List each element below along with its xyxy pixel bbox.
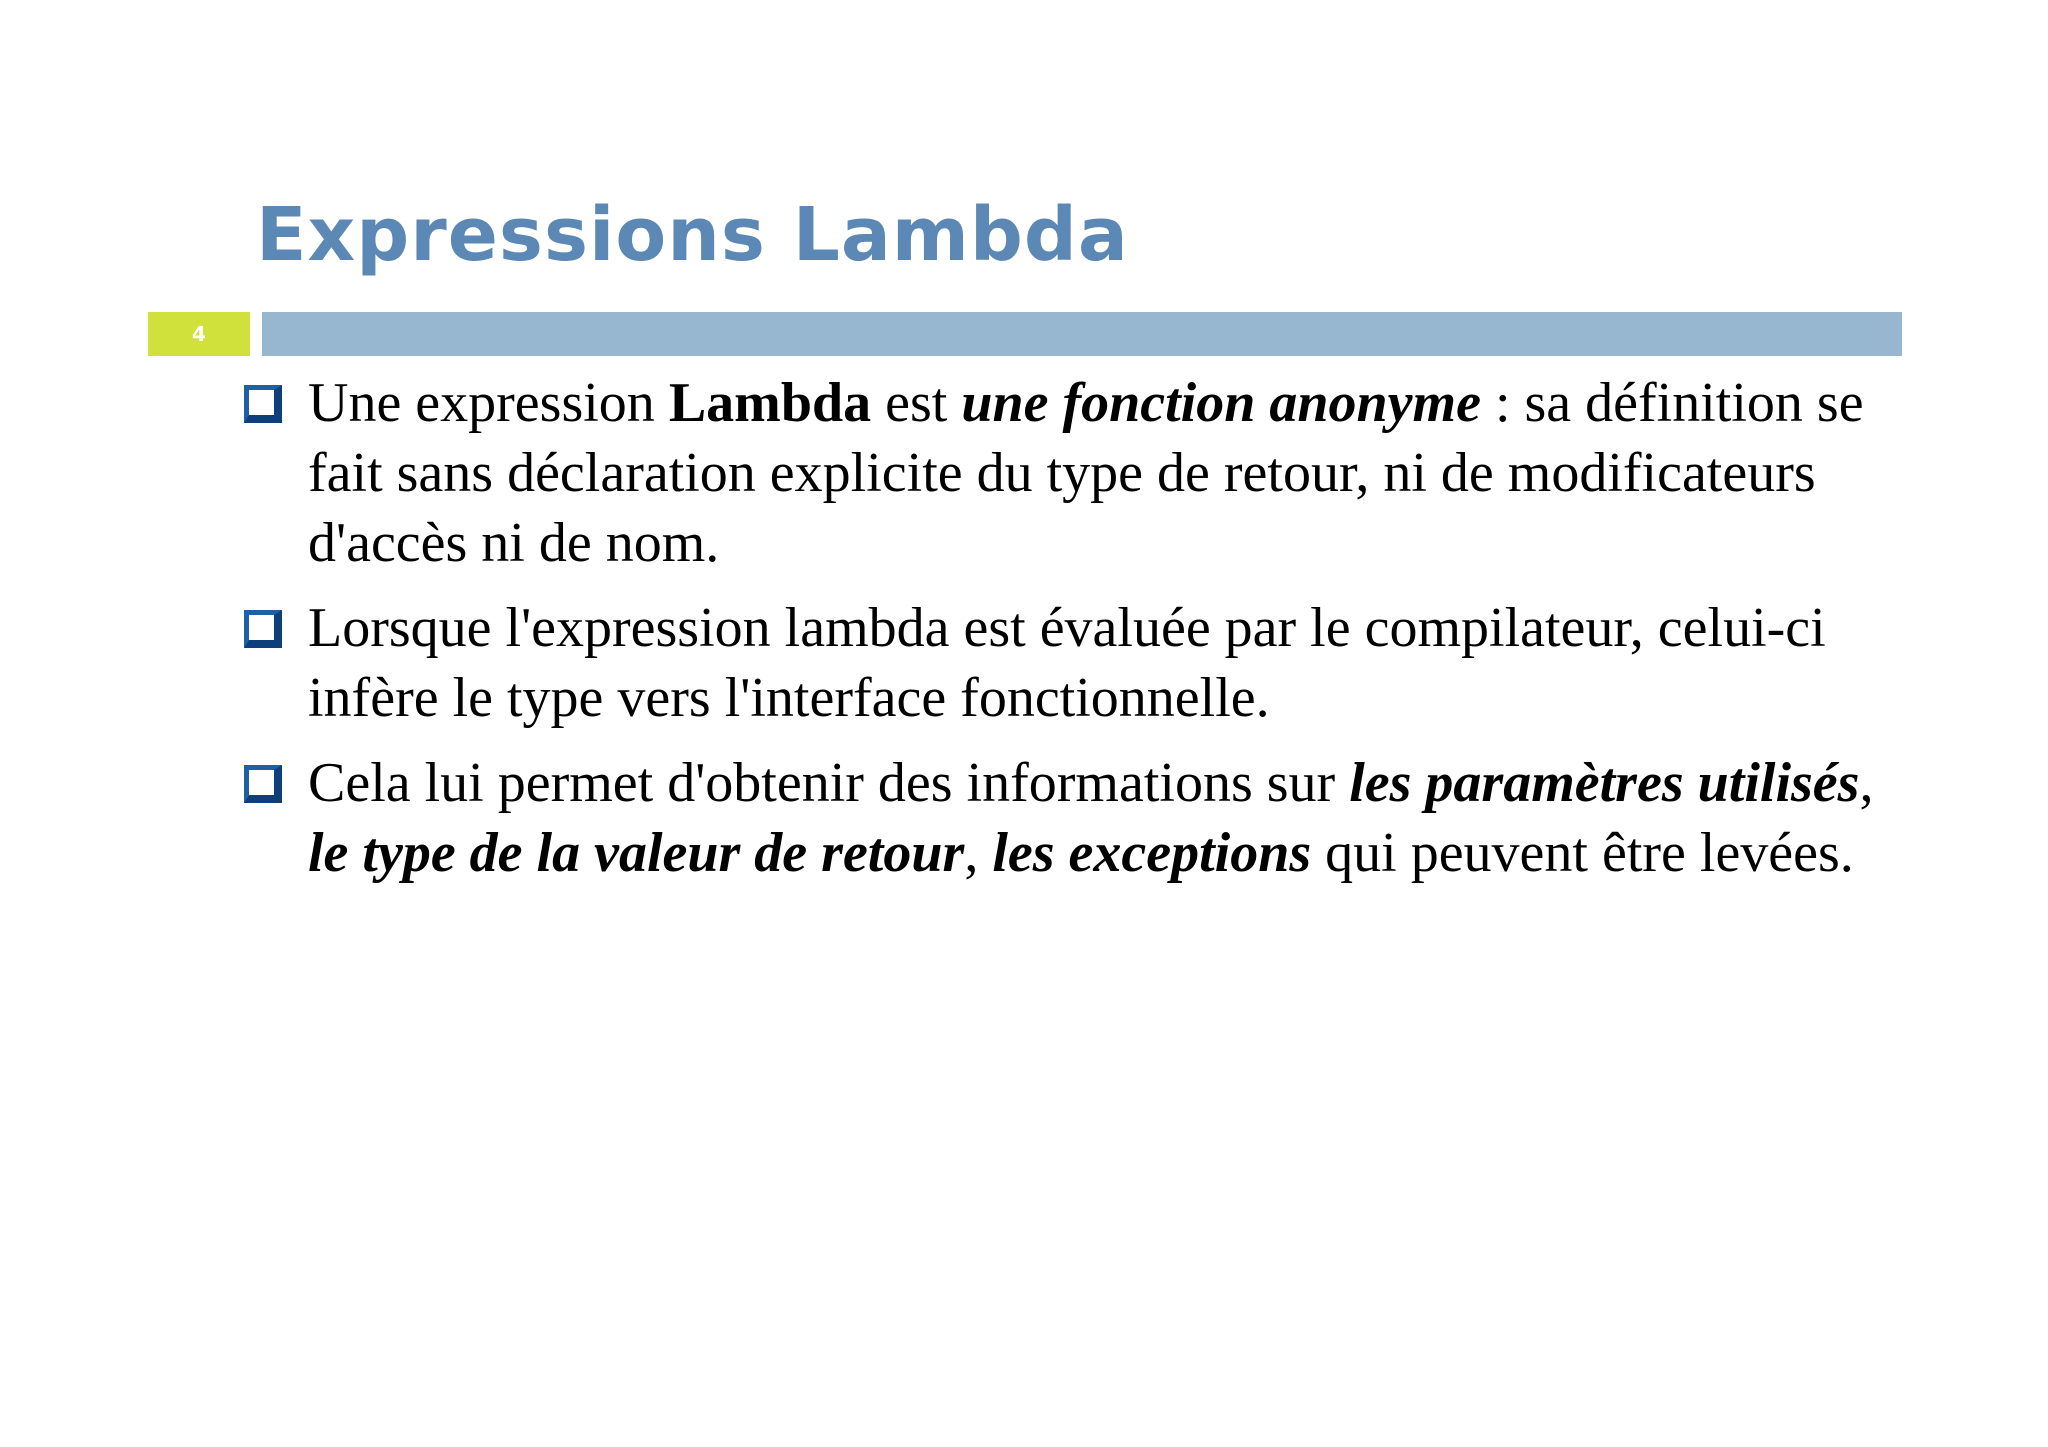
bullet-segment-bold: Lambda: [668, 372, 872, 434]
page-number-box: [148, 312, 250, 356]
bullet-segment: est: [871, 372, 962, 434]
bullet-segment: qui peuvent être levées.: [1311, 822, 1854, 884]
bullet-item-3: [244, 748, 1904, 888]
page-number: 4: [192, 322, 206, 346]
bullet-segment: Lorsque l'expression lambda est évaluée par le compilateur, celui-ci infère le type vers l'interface fonctionnelle.: [308, 597, 1826, 729]
bullet-segment: ,: [1859, 752, 1874, 814]
bullet-segment-bold-italic: les paramètres utilisés: [1349, 752, 1860, 814]
bullet-item-2: [244, 593, 1904, 733]
bullet-segment: Cela lui permet d'obtenir des informations sur: [308, 752, 1350, 814]
bullet-list: [244, 368, 1904, 903]
title-underline-bar: [262, 312, 1902, 356]
checkbox-bullet-icon: [244, 765, 282, 803]
bullet-segment: : sa définition se fait sans déclaration explicite du type de retour, ni de modificateurs d'accès ni de nom.: [308, 372, 1864, 574]
bullet-segment-bold-italic: le type de la valeur de retour: [308, 822, 965, 884]
checkbox-bullet-icon: [244, 385, 282, 423]
slide-title: Expressions Lambda: [256, 192, 1129, 278]
bullet-item-1: [244, 368, 1904, 578]
bullet-segment: Une expression: [308, 372, 669, 434]
bullet-segment-bold-italic: une fonction anonyme: [961, 372, 1481, 434]
bullet-segment: ,: [964, 822, 993, 884]
bullet-segment-bold-italic: les exceptions: [992, 822, 1312, 884]
checkbox-bullet-icon: [244, 610, 282, 648]
